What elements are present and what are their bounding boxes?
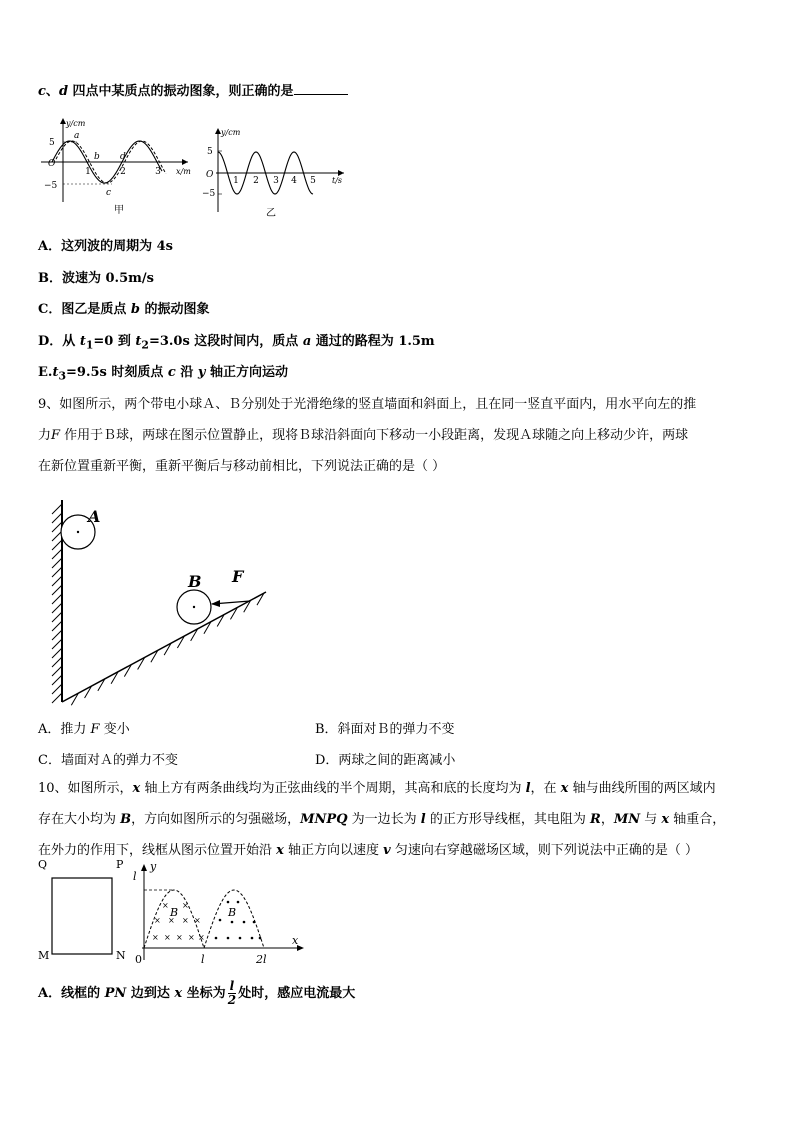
corner-m: M <box>38 949 50 962</box>
q9-option-c[interactable]: C．墙面对Ａ的弹力不变 <box>38 753 178 768</box>
jia-tick-2: 2 <box>120 167 126 177</box>
q8-option-d[interactable]: D．从 $t_1=0$ 到 $t_2=3.0s$ 这段时间内，质点 a 通过的路程为 1.5m <box>38 334 435 352</box>
yi-y-label: y/cm <box>221 128 241 137</box>
yi-tick-3: 3 <box>273 176 279 186</box>
corner-n: N <box>116 949 126 962</box>
svg-text:×: × <box>194 916 201 925</box>
q10-stem-line1: 10、如图所示，x 轴上方有两条曲线均为正弦曲线的半个周期，其高和底的长度均为 l，在 x 轴与曲线所围的两区域内 <box>38 781 716 796</box>
q9-option-a[interactable]: A．推力 F 变小 <box>38 722 130 737</box>
q9-wall-incline-figure <box>40 492 280 712</box>
q9-stem-line2: 力F 作用于Ｂ球，两球在图示位置静止，现将Ｂ球沿斜面向下移动一小段距离，发现Ａ球随之向上移动少许，两球 <box>38 428 689 443</box>
square-wire-frame <box>36 856 136 966</box>
axis-x-label: x <box>292 934 299 947</box>
q10-stem-line2: 存在大小均为 B，方向如图所示的匀强磁场，MNPQ 为一边长为 l 的正方形导线框，其电阻为 R，MN 与 x 轴重合， <box>38 812 726 827</box>
q9-stem-line1: 9、如图所示，两个带电小球Ａ、Ｂ分别处于光滑绝缘的竖直墙面和斜面上，且在同一竖直平面内，用水平向左的推 <box>38 397 697 412</box>
yi-tick-4: 4 <box>291 176 297 186</box>
jia-x-label: x/m <box>176 167 191 176</box>
yi-tick-2: 2 <box>253 176 259 186</box>
wave-graph-jia <box>36 112 206 222</box>
svg-text:×: × <box>162 901 169 910</box>
svg-text:×: × <box>154 916 161 925</box>
height-label-l: l <box>133 870 137 883</box>
svg-text:×: × <box>168 916 175 925</box>
yi-y-neg: −5 <box>202 189 216 199</box>
svg-text:×: × <box>182 916 189 925</box>
svg-text:×: × <box>176 933 183 942</box>
point-c: c <box>106 188 112 198</box>
q9-option-d[interactable]: D．两球之间的距离减小 <box>315 753 456 768</box>
yi-tick-1: 1 <box>233 176 239 186</box>
yi-y-pos: 5 <box>207 147 213 157</box>
corner-p: P <box>116 858 124 871</box>
fraction-l-over-2: $\frac{l}{2}$ <box>227 979 237 1007</box>
tick-l: l <box>201 953 205 966</box>
jia-origin: O <box>48 159 56 169</box>
q8-option-c[interactable]: C．图乙是质点 b 的振动图象 <box>38 302 210 317</box>
axis-y-label: y <box>150 860 157 873</box>
yi-tick-5: 5 <box>310 176 316 186</box>
caption-jia: 甲 <box>114 205 124 216</box>
point-a: a <box>74 131 80 141</box>
caption-yi: 乙 <box>266 208 276 219</box>
label-ball-a: A <box>88 507 101 526</box>
yi-x-label: t/s <box>332 176 343 185</box>
graph-origin: 0 <box>135 953 142 966</box>
jia-tick-1: 1 <box>85 167 91 177</box>
label-ball-b: B <box>188 572 202 591</box>
q10-option-a[interactable]: A．线框的 PN 边到达 x 坐标为 $\frac{l}{2}$ 处时，感应电流最大 <box>38 979 356 1007</box>
jia-y-label: y/cm <box>66 119 86 128</box>
q9-stem-line3: 在新位置重新平衡，重新平衡后与移动前相比，下列说法正确的是（ ） <box>38 459 446 474</box>
svg-text:×: × <box>164 933 171 942</box>
field-b-out: B <box>228 906 237 919</box>
magnetic-field-graph <box>132 860 312 970</box>
vibration-graph-yi <box>200 124 350 222</box>
q9-option-b[interactable]: B．斜面对Ｂ的弹力不变 <box>315 722 455 737</box>
point-d: d <box>120 152 126 162</box>
jia-tick-3: 3 <box>155 167 161 177</box>
jia-y-pos: 5 <box>49 138 55 148</box>
q8-option-e[interactable]: $E.t_3=9.5s$ 时刻质点 c 沿 y 轴正方向运动 <box>38 365 288 383</box>
corner-q: Q <box>38 858 48 871</box>
svg-text:×: × <box>152 933 159 942</box>
answer-blank[interactable] <box>294 82 348 95</box>
q8-option-b[interactable]: B．波速为 0.5m/s <box>38 271 154 286</box>
label-force-f: F <box>232 567 244 586</box>
field-b-into: B <box>170 906 179 919</box>
q10-stem-line3: 在外力的作用下，线框从图示位置开始沿 x 轴正方向以速度 v 匀速向右穿越磁场区域，则下列说法中正确的是（ ） <box>38 843 698 858</box>
point-b: b <box>94 152 100 162</box>
svg-text:×: × <box>188 933 195 942</box>
svg-text:×: × <box>182 901 189 910</box>
tick-2l: 2l <box>256 953 267 966</box>
svg-text:×: × <box>198 933 205 942</box>
yi-origin: O <box>206 170 214 180</box>
q8-intro: c、d 四点中某质点的振动图象，则正确的是 <box>38 82 348 101</box>
q8-option-a[interactable]: A．这列波的周期为 4s <box>38 239 173 254</box>
jia-y-neg: −5 <box>44 181 58 191</box>
